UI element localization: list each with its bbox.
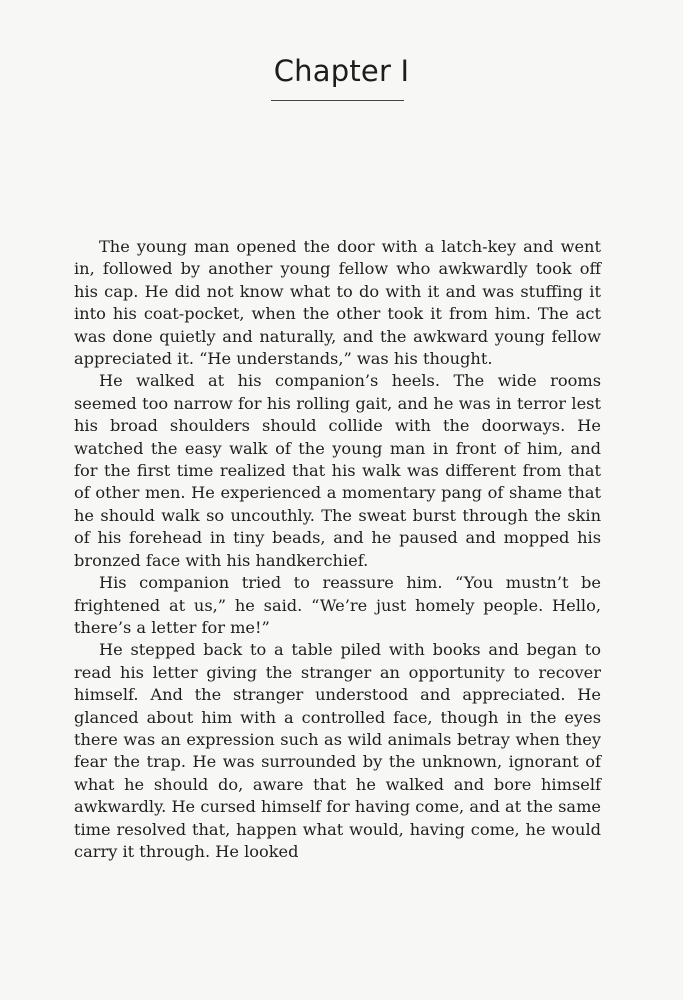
paragraph: His companion tried to reassure him. “You mustn’t be frightened at us,” he said. “We’re just homely people. Hello, there’s a letter for me!” <box>74 573 601 637</box>
title-underline <box>271 100 404 101</box>
chapter-body <box>74 236 601 863</box>
paragraph: He walked at his companion’s heels. The wide rooms seemed too narrow for his rolling gait, and he was in terror lest his broad shoulders should collide with the doorways. He watched the easy walk of the young man in front of him, and for the first time realized that his walk was different from that of other men. He experienced a momentary pang of shame that he should walk so uncouthly. The sweat burst through the skin of his forehead in tiny beads, and he paused and mopped his bronzed face with his handkerchief. <box>74 371 601 570</box>
paragraph: He stepped back to a table piled with books and began to read his letter giving the stranger an opportunity to recover himself. And the stranger understood and appreciated. He glanced about him with a controlled face, though in the eyes there was an expression such as wild animals betray when they fear the trap. He was surrounded by the unknown, ignorant of what he should do, aware that he walked and bore himself awkwardly. He cursed himself for having come, and at the same time resolved that, happen what would, having come, he would carry it through. He looked <box>74 640 601 861</box>
paragraph: The young man opened the door with a latch-key and went in, followed by another young fellow who awkwardly took off his cap. He did not know what to do with it and was stuffing it into his coat-pocket, when the other took it from him. The act was done quietly and naturally, and the awkward young fellow appreciated it. “He understands,” was his thought. <box>74 237 601 369</box>
chapter-title: Chapter I <box>273 54 410 88</box>
